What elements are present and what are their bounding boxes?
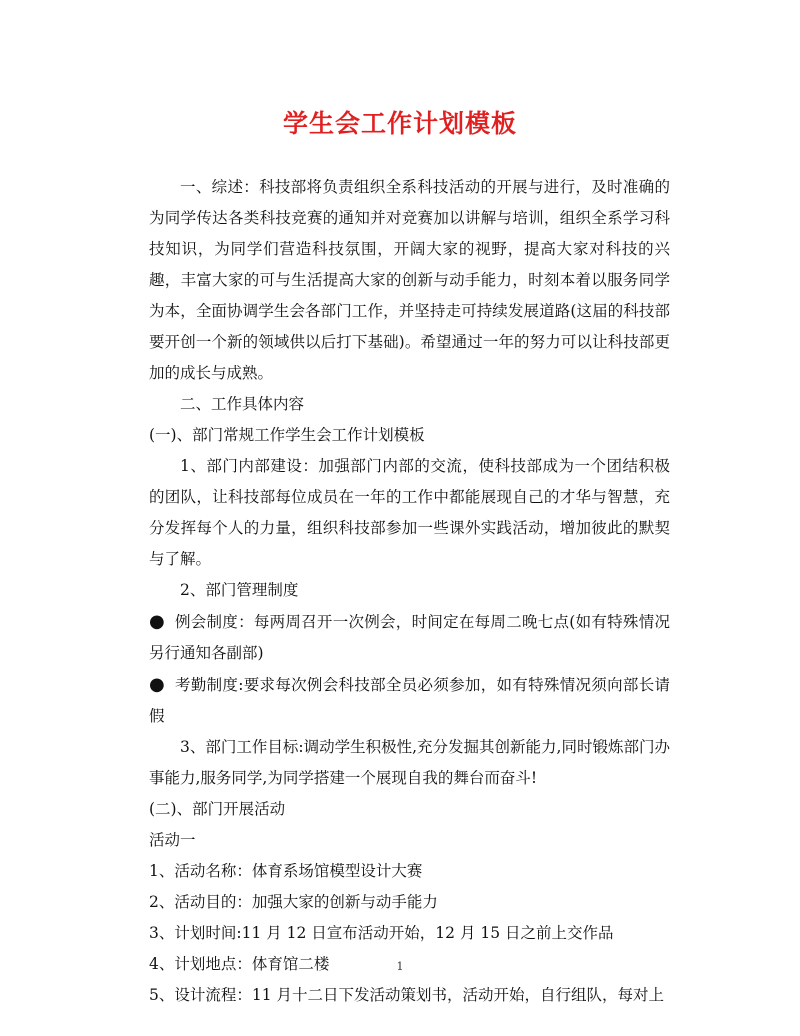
- heading-management-system: 2、部门管理制度: [180, 581, 299, 599]
- meeting-system-text: 例会制度：每两周召开一次例会，时间定在每周二晚七点(如有特殊情况另行通知各副部): [149, 613, 670, 662]
- attendance-system-text: 考勤制度:要求每次例会科技部全员必须参加，如有特殊情况须向部长请假: [149, 676, 670, 725]
- activity-purpose: 2、活动目的：加强大家的创新与动手能力: [149, 893, 438, 911]
- paragraph-meeting-system: [149, 606, 670, 669]
- activity-location: 4、计划地点：体育馆二楼: [149, 955, 330, 973]
- heading-activities: (二)、部门开展活动: [149, 800, 286, 818]
- paragraph-internal-building: 1、部门内部建设：加强部门内部的交流，使科技部成为一个团结积极的团队，让科技部每位成员在一年的工作中都能展现自己的才华与智慧，充分发挥每个人的力量，组织科技部参加一些课外实践活动，增加彼此的默契与了解。: [149, 457, 670, 568]
- heading-activity-one: 活动一: [149, 831, 196, 849]
- activity-name: 1、活动名称：体育系场馆模型设计大赛: [149, 862, 423, 880]
- heading-routine-work: (一)、部门常规工作学生会工作计划模板: [149, 426, 425, 444]
- activity-process: 5、设计流程：11 月十二日下发活动策划书，活动开始，自行组队，每对上: [149, 986, 665, 1004]
- page-number: 1: [396, 960, 404, 973]
- paragraph-work-goals: 3、部门工作目标:调动学生积极性,充分发掘其创新能力,同时锻炼部门办事能力,服务同学,为同学搭建一个展现自我的舞台而奋斗!: [149, 738, 670, 787]
- document-body: [149, 172, 670, 1011]
- paragraph-attendance-system: [149, 669, 670, 732]
- paragraph-overview: 一、综述：科技部将负责组织全系科技活动的开展与进行，及时准确的为同学传达各类科技竞赛的通知并对竞赛加以讲解与培训，组织全系学习科技知识，为同学们营造科技氛围，开阔大家的视野，提高大家对科技的兴趣，丰富大家的可与生活提高大家的创新与动手能力，时刻本着以服务同学为本，全面协调学生会各部门工作，并坚持走可持续发展道路(这届的科技部要开创一个新的领域供以后打下基础)。希望通过一年的努力可以让科技部更加的成长与成熟。: [149, 178, 670, 382]
- activity-time: 3、计划时间:11 月 12 日宣布活动开始，12 月 15 日之前上交作品: [149, 924, 614, 942]
- bullet-icon: ●: [149, 674, 166, 695]
- bullet-icon: ●: [149, 611, 165, 632]
- document-title: 学生会工作计划模板: [282, 109, 517, 138]
- heading-work-content: 二、工作具体内容: [180, 395, 305, 413]
